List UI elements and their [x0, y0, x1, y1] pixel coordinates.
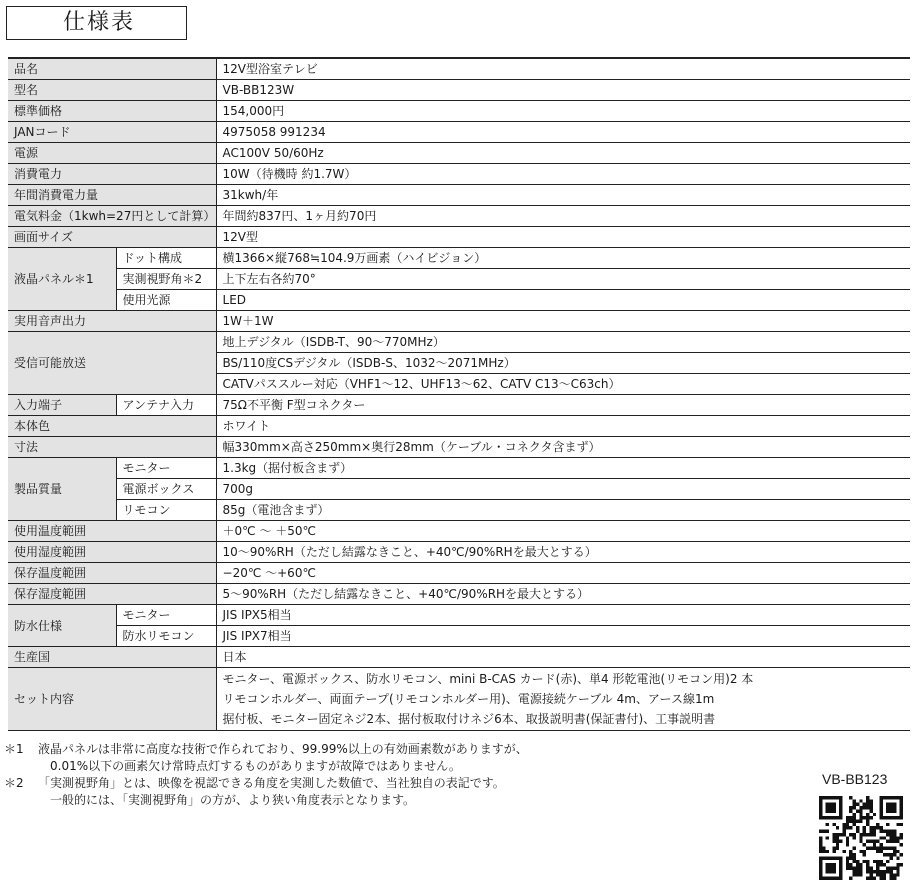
label-size: 寸法: [8, 437, 216, 458]
spec-row-audio: [8, 311, 910, 332]
value-broadcast-catv: CATVパススルー対応（VHF1〜12、UHF13〜62、CATV C13〜C63ch）: [216, 374, 910, 395]
footnotes: [4, 741, 528, 809]
spec-row-env: [8, 542, 910, 563]
value-consumption: 10W（待機時 約1.7W）: [216, 164, 910, 185]
label-op-temp: 使用温度範囲: [8, 521, 216, 542]
spec-row-price: [8, 101, 910, 122]
value-mass-monitor: 1.3kg（据付板含まず）: [216, 458, 910, 479]
label-consumption: 消費電力: [8, 164, 216, 185]
spec-row-power: [8, 143, 910, 164]
spec-row-mass: [8, 458, 910, 479]
value-product-name: 12V型浴室テレビ: [216, 58, 910, 80]
spec-row-input: [8, 395, 910, 416]
spec-row-waterproof: [8, 626, 910, 647]
value-storage-temp: −20℃ 〜+60℃: [216, 563, 910, 584]
label-waterproof: 防水仕様: [8, 605, 116, 647]
label-price: 標準価格: [8, 101, 216, 122]
qr-code-icon: [819, 796, 903, 880]
label-broadcast: 受信可能放送: [8, 332, 216, 395]
sublabel-mass-monitor: モニター: [116, 458, 216, 479]
spec-row-cost: [8, 206, 910, 227]
sublabel-light-source: 使用光源: [116, 290, 216, 311]
label-jan: JANコード: [8, 122, 216, 143]
label-audio: 実用音声出力: [8, 311, 216, 332]
spec-row-lcd: [8, 290, 910, 311]
set-line: 据付板、モニター固定ネジ2本、据付板取付けネジ6本、取扱説明書(保証書付)、工事説明書: [222, 712, 716, 726]
value-op-humidity: 10〜90%RH（ただし結露なきこと、+40℃/90%RHを最大とする）: [216, 542, 910, 563]
footnote-2: [4, 775, 528, 792]
sublabel-viewing-angle: 実測視野角＊2: [116, 269, 216, 290]
value-set: [216, 668, 910, 731]
sublabel-wp-remote: 防水リモコン: [116, 626, 216, 647]
label-storage-temp: 保存温度範囲: [8, 563, 216, 584]
value-color: ホワイト: [216, 416, 910, 437]
spec-row-lcd: [8, 248, 910, 269]
label-power: 電源: [8, 143, 216, 164]
spec-row-waterproof: [8, 605, 910, 626]
value-audio: 1W＋1W: [216, 311, 910, 332]
spec-row-env: [8, 563, 910, 584]
value-storage-humidity: 5〜90%RH（ただし結露なきこと、+40℃/90%RHを最大とする）: [216, 584, 910, 605]
qr-label: VB-BB123: [822, 771, 888, 787]
spec-row-env: [8, 584, 910, 605]
sublabel-wp-monitor: モニター: [116, 605, 216, 626]
spec-row-mass: [8, 500, 910, 521]
footnote-text: 0.01%以下の画素欠け常時点灯するものがありますが故障ではありません。: [50, 759, 461, 773]
label-origin: 生産国: [8, 647, 216, 668]
spec-row-model: [8, 80, 910, 101]
label-product-name: 品名: [8, 58, 216, 80]
footnote-text: 「実測視野角」とは、映像を視認できる角度を実測した数値で、当社独自の表記です。: [38, 776, 505, 790]
value-mass-powerbox: 700g: [216, 479, 910, 500]
spec-row-lcd: [8, 269, 910, 290]
spec-row-annual: [8, 185, 910, 206]
spec-row-screen: [8, 227, 910, 248]
sublabel-mass-powerbox: 電源ボックス: [116, 479, 216, 500]
spec-row-env: [8, 521, 910, 542]
value-jan: 4975058 991234: [216, 122, 910, 143]
value-origin: 日本: [216, 647, 910, 668]
value-wp-monitor: JIS IPX5相当: [216, 605, 910, 626]
page-title: 仕様表: [6, 6, 187, 40]
label-color: 本体色: [8, 416, 216, 437]
value-cost: 年間約837円、1ヶ月約70円: [216, 206, 910, 227]
value-input: 75Ω不平衡 F型コネクター: [216, 395, 910, 416]
spec-table: [8, 57, 910, 731]
value-mass-remote: 85g（電池含まず）: [216, 500, 910, 521]
spec-row-jan: [8, 122, 910, 143]
footnote-mark: ＊2: [4, 776, 24, 790]
value-model: VB-BB123W: [216, 80, 910, 101]
spec-row-color: [8, 416, 910, 437]
value-price: 154,000円: [216, 101, 910, 122]
label-set: セット内容: [8, 668, 216, 731]
value-broadcast-terrestrial: 地上デジタル（ISDB-T、90〜770MHz）: [216, 332, 910, 353]
value-light-source: LED: [216, 290, 910, 311]
sublabel-dots: ドット構成: [116, 248, 216, 269]
spec-row-broadcast: [8, 332, 910, 353]
sublabel-antenna: アンテナ入力: [116, 395, 216, 416]
spec-row-size: [8, 437, 910, 458]
footnote-1: [4, 741, 528, 758]
label-storage-humidity: 保存湿度範囲: [8, 584, 216, 605]
spec-row-set: [8, 668, 910, 731]
value-screen: 12V型: [216, 227, 910, 248]
label-annual: 年間消費電力量: [8, 185, 216, 206]
value-wp-remote: JIS IPX7相当: [216, 626, 910, 647]
value-power: AC100V 50/60Hz: [216, 143, 910, 164]
sublabel-mass-remote: リモコン: [116, 500, 216, 521]
label-op-humidity: 使用湿度範囲: [8, 542, 216, 563]
label-input: 入力端子: [8, 395, 116, 416]
value-dots: 横1366×縦768≒104.9万画素（ハイビジョン）: [216, 248, 910, 269]
label-screen: 画面サイズ: [8, 227, 216, 248]
value-broadcast-bs: BS/110度CSデジタル（ISDB-S、1032〜2071MHz）: [216, 353, 910, 374]
spec-row-origin: [8, 647, 910, 668]
label-cost: 電気料金（1kwh=27円として計算）: [8, 206, 216, 227]
value-annual: 31kwh/年: [216, 185, 910, 206]
spec-row-consumption: [8, 164, 910, 185]
label-mass: 製品質量: [8, 458, 116, 521]
spec-row-mass: [8, 479, 910, 500]
label-model: 型名: [8, 80, 216, 101]
footnote-mark: ＊1: [4, 742, 24, 756]
value-size: 幅330mm×高さ250mm×奥行28mm（ケーブル・コネクタ含まず）: [216, 437, 910, 458]
value-op-temp: ＋0℃ 〜 ＋50℃: [216, 521, 910, 542]
footnote-text: 一般的には、「実測視野角」の方が、より狭い角度表示となります。: [50, 793, 416, 807]
value-viewing-angle: 上下左右各約70°: [216, 269, 910, 290]
set-line: モニター、電源ボックス、防水リモコン、mini B-CAS カード(赤)、単4 形乾電池(リモコン用)2 本: [222, 672, 754, 686]
footnote-text: 液晶パネルは非常に高度な技術で作られており、99.99%以上の有効画素数がありますが、: [38, 742, 528, 756]
label-lcd: 液晶パネル＊1: [8, 248, 116, 311]
set-line: リモコンホルダー、両面テープ(リモコンホルダー用)、電源接続ケーブル 4m、アース線1m: [222, 692, 715, 706]
spec-row-product-name: [8, 58, 910, 80]
